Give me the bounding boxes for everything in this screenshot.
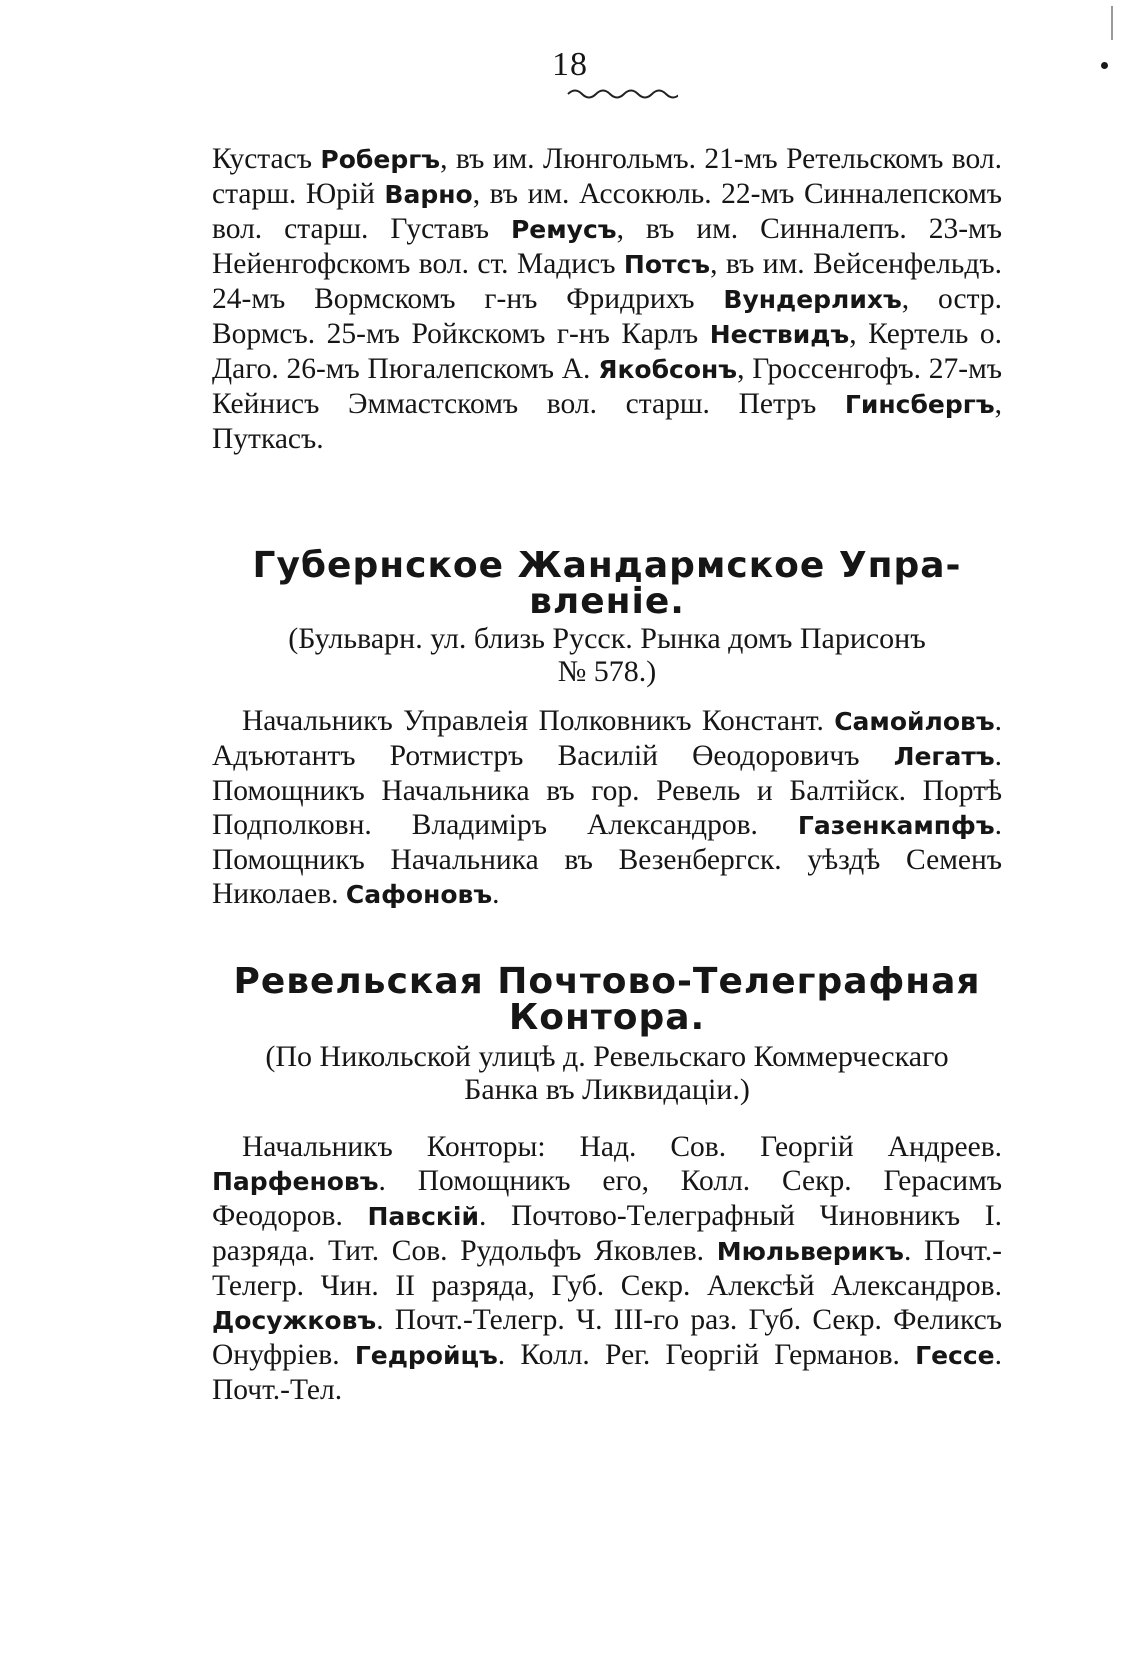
text-run: , въ им. Синналепъ. 23-мъ Нейенгофскомъ вол. ст. Мадисъ [212,213,1002,280]
section-body [212,1130,1002,1407]
surname-bold: Легатъ [893,742,995,771]
text-run: . Помощникъ Начальника въ гор. Ревель и Балтійск. Портѣ Подполковн. Владиміръ Александров. [212,740,1002,841]
text-run: . Адъютантъ Ротмистръ Василій Өеодоровичъ [212,705,1002,772]
text-run: , Кертель о. Даго. 26-мъ Пюгалепскомъ А. [212,318,1002,385]
surname-bold: Гессе [915,1341,995,1370]
section-heading-gendarme [212,545,1002,622]
surname-bold: Потсъ [623,250,711,279]
section-address-gendarme [212,622,1002,688]
text-run: . Помощникъ Начальника въ Везенбергск. уѣздѣ Семенъ Николаев. [212,809,1002,910]
section-list-continuation [212,142,1002,456]
text-run: , Путкасъ. [212,388,1002,455]
surname-bold: Вундерлихъ [723,285,902,314]
text-run: , Гроссенгофъ. 27-мъ Кейнисъ Эммастскомъ вол. старш. Петръ [212,353,1002,420]
section-body-gendarme [212,704,1002,912]
surname-bold: Досужковъ [212,1306,377,1335]
address-line: № 578.) [557,655,657,688]
heading-line: Ревельская Почтово-Телеграфная [233,961,981,1002]
section-body [212,142,1002,456]
section-body [212,704,1002,912]
surname-bold: Мюльверикъ [716,1237,904,1266]
section-address-post-telegraph [212,1040,1002,1106]
page-number: 18 [552,46,588,83]
surname-bold: Гинсбергъ [844,390,995,419]
text-run: , въ им. Вейсенфельдъ. 24-мъ Вормскомъ г-нъ Фридрихъ [212,248,1002,315]
text-run: . Почт.-Телегр. Ч. III-го раз. Губ. Секр. Феликсъ Онуфріев. [212,1304,1002,1371]
text-run: , остр. Вормсъ. 25-мъ Ройкскомъ г-нъ Карлъ [212,283,1002,350]
text-run: . Почт.-Тел. [212,1339,1002,1406]
section-heading-post-telegraph [212,961,1002,1038]
text-run: . Помощникъ его, Колл. Секр. Герасимъ Феодоров. [212,1165,1002,1232]
section-body-post-telegraph [212,1130,1002,1407]
wavy-rule-ornament [566,88,678,100]
text-run: , въ им. Ассокюль. 22-мъ Синналепскомъ вол. старш. Густавъ [212,178,1002,245]
text-run: Начальникъ Управлеія Полковникъ Констант. [242,705,835,737]
surname-bold: Самойловъ [834,707,995,736]
surname-bold: Ремусъ [510,215,617,244]
surname-bold: Парфеновъ [212,1167,379,1196]
surname-bold: Павскій [367,1202,479,1231]
text-run: Начальникъ Конторы: Над. Сов. Георгій Андреев. [242,1131,1002,1163]
surname-bold: Сафоновъ [345,880,493,909]
surname-bold: Нествидъ [709,320,850,349]
text-run: , въ им. Люнгольмъ. 21-мъ Ретельскомъ вол. старш. Юрій [212,143,1002,210]
text-run: Кустасъ [212,143,321,175]
text-run: . Почтово-Телеграфный Чиновникъ I. разряда. Тит. Сов. Рудольфъ Яковлев. [212,1200,1002,1267]
surname-bold: Газенкампфъ [797,811,995,840]
text-run: . [492,878,500,910]
address-line: (По Никольской улицѣ д. Ревельскаго Коммерческаго [265,1040,949,1073]
surname-bold: Гедройцъ [354,1341,498,1370]
surname-bold: Якобсонъ [598,355,738,384]
text-run: . Колл. Рег. Георгій Германов. [497,1339,916,1371]
surname-bold: Варно [384,180,473,209]
address-line: Банка въ Ликвидаціи.) [464,1073,750,1106]
page-edge-mark [1111,6,1113,40]
heading-line: Контора. [508,997,706,1038]
text-run: . Почт.-Телегр. Чин. II разряда, Губ. Секр. Алексѣй Александров. [212,1235,1002,1302]
heading-line: вленіе. [529,581,685,622]
surname-bold: Робергъ [320,145,441,174]
address-line: (Бульварн. ул. близь Русск. Рынка домъ Парисонъ [288,622,926,655]
heading-line: Губернское Жандармское Упра- [252,545,962,586]
